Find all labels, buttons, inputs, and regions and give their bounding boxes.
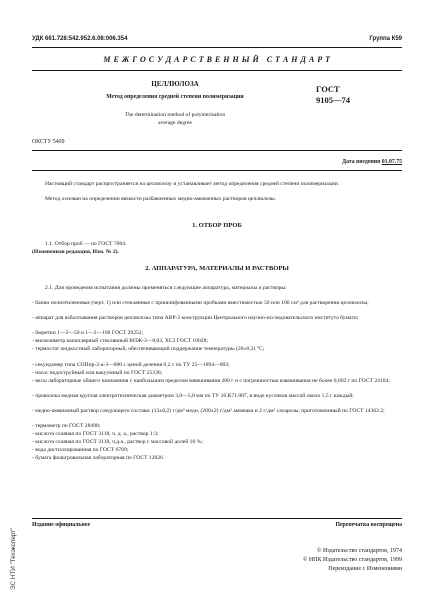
- section-1-heading: 1. ОТБОР ПРОБ: [192, 222, 242, 229]
- equipment-item: - медно-аммиачный раствор следующего состава: (13±0,2) г/дм³ меди, (200±2) г/дм³ аммиака и 2 г/дм³ сахарозы, приготовленный по ГОСТ 14363.2;: [32, 408, 385, 414]
- intro-date: [342, 159, 402, 165]
- equipment-item: - весы лабораторные общего назначения с наибольшим пределом взвешивания 200 г и с погрешностью взвешивания не более 0,002 г по ГОСТ 24104;: [32, 378, 390, 384]
- equipment-item: - термометр по ГОСТ 28498;: [32, 423, 101, 429]
- english-title-line1: The determination method of polymerisation: [124, 112, 226, 118]
- equipment-item: - вискозиметр капиллярный стеклянный ВПЖ-3—0,03, ХС3 ГОСТ 10028;: [32, 338, 208, 344]
- equipment-item: - насос водоструйный или вакуумный по ГОСТ 25336;: [32, 370, 163, 376]
- equipment-item: - аппарат для взбалтывания растворов целлюлозы типа АВР-3 конструкции Центрального научно-исследовательского института бумаги;: [32, 315, 359, 321]
- equipment-item: - секундомер типа СОПпр-2-а-3—000 с ценой деления 0,2 с по ТУ 25—1894—003;: [32, 362, 230, 368]
- intro-date-value: 01.07.75: [381, 159, 402, 165]
- title-block-rule: [32, 150, 402, 151]
- intro-date-label: Дата введения: [342, 159, 381, 165]
- equipment-item: - бумага фильтровальная лабораторная по ГОСТ 12026.: [32, 455, 165, 461]
- section-1-edition: (Измененная редакция, Изм. № 2).: [32, 249, 119, 255]
- intro-date-rule: [32, 170, 402, 171]
- document-subtitle: Метод определения средней степени полимеризации: [106, 94, 244, 100]
- footer-rule: [32, 518, 402, 519]
- gost-label: ГОСТ: [316, 84, 340, 94]
- equipment-item: - кислота соляная по ГОСТ 3118, ч. д. а., раствор 1:3;: [32, 431, 159, 437]
- group-code: Группа К59: [369, 36, 402, 42]
- document-title: ЦЕЛЛЮЛОЗА: [151, 80, 199, 88]
- okstu-code: ОКСТУ 5409: [32, 139, 65, 145]
- banner-title: М Е Ж Г О С У Д А Р С Т В Е Н Н Ы Й С Т А Н Д А Р Т: [103, 55, 331, 64]
- equipment-item: - банки полиэтиленовые (черт. 1) или стеклянные с пришлифованными пробками вместимостью 50 или 100 см³ для растворения целлюлозы;: [32, 300, 369, 306]
- header-rule-top: [32, 47, 402, 48]
- equipment-item: - термостат жидкостный лабораторный, обеспечивающий поддержание температуры (20±0,2) °С;: [32, 346, 265, 352]
- intro-paragraph-1: Настоящий стандарт распространяется на целлюлозу и устанавливает метод определения средней степени полимеризации.: [45, 181, 340, 187]
- english-title-line2: average degree: [158, 120, 192, 126]
- equipment-item: - бюретки 1—2—50 и 1—2—100 ГОСТ 29252;: [32, 330, 144, 336]
- official-edition-label: Издание официальное: [32, 522, 91, 528]
- equipment-item: - проволока медная круглая электротехническая диаметром 3,0—5,0 мм по ТУ 16.К71.087, в виде кусочков массой около 1,5 г каждый;: [32, 393, 354, 399]
- header-rule-bottom: [32, 70, 402, 71]
- udk-code: УДК 661.728:542.952.6.08:006.354: [32, 36, 128, 42]
- equipment-item: - вода дистиллированная по ГОСТ 6709;: [32, 447, 129, 453]
- intro-paragraph-2: Метод основан на определении вязкости разбавленных медно-аммиачных растворов целлюлозы.: [45, 196, 277, 202]
- reprint-prohibited-label: Перепечатка воспрещена: [335, 522, 402, 528]
- gost-number: 9105—74: [316, 95, 350, 105]
- section-2-heading: 2. АППАРАТУРА, МАТЕРИАЛЫ И РАСТВОРЫ: [145, 265, 289, 272]
- equipment-item: - кислота соляная по ГОСТ 3118, ч.д.а., раствор с массовой долей 10 %;: [32, 439, 203, 445]
- copyright-2: © ИПК Издательство стандартов, 1999: [302, 557, 402, 563]
- section-1-item: 1.1. Отбор проб — по ГОСТ 7004.: [45, 241, 127, 247]
- side-stamp: ЭС НТИ "Техэксперт": [10, 527, 17, 590]
- section-2-lead: 2.1. Для проведения испытания должны применяться следующие аппаратура, материалы и растворы:: [45, 285, 287, 291]
- copyright-1: © Издательство стандартов, 1974: [316, 548, 402, 554]
- reissue-note: Переиздание с Изменениями: [328, 566, 402, 572]
